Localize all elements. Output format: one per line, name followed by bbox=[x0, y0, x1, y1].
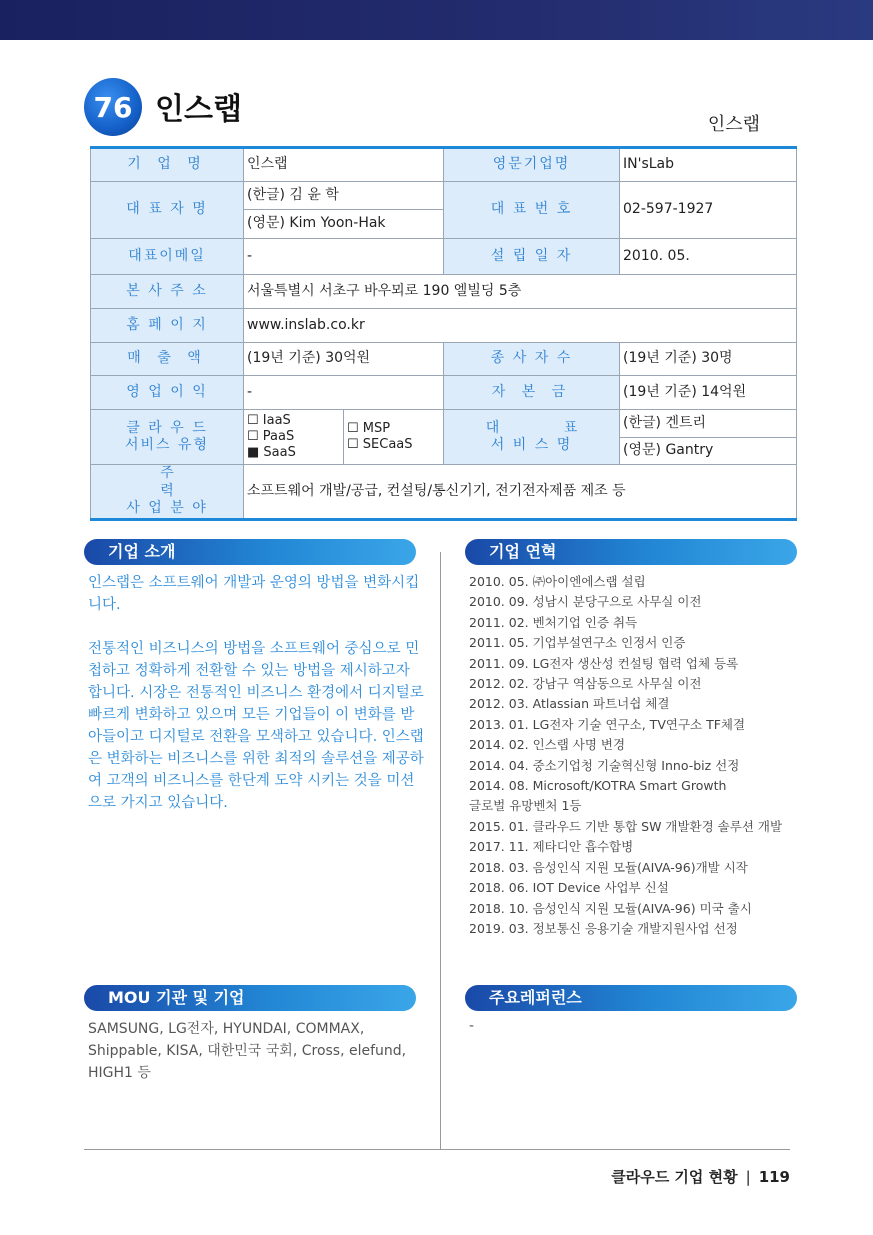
sales-label: 매 출 액 bbox=[91, 343, 244, 376]
checkbox-paas: ☐ PaaS bbox=[247, 429, 295, 444]
list-item: 2011. 05. 기업부설연구소 인정서 인증 bbox=[469, 635, 686, 651]
employees-label: 종 사 자 수 bbox=[444, 343, 620, 376]
list-item: 2014. 04. 중소기업청 기술혁신형 Inno-biz 선정 bbox=[469, 757, 740, 773]
column-divider bbox=[440, 552, 441, 1149]
capital-value: (19년 기준) 14억원 bbox=[620, 376, 797, 410]
list-item: 2014. 08. Microsoft/KOTRA Smart Growth bbox=[469, 778, 727, 794]
cloud-type-label bbox=[91, 410, 244, 465]
reference-section-header: 주요레퍼런스 bbox=[465, 985, 797, 1011]
founded-label: 설 립 일 자 bbox=[444, 239, 620, 275]
profit-label: 영 업 이 익 bbox=[91, 376, 244, 410]
mou-text: SAMSUNG, LG전자, HYUNDAI, COMMAX, Shippable, KISA, 대한민국 국회, Cross, elefund, HIGH1 등 bbox=[88, 1021, 407, 1081]
history-section-header: 기업 연혁 bbox=[465, 539, 797, 565]
list-item: 글로벌 유망벤처 1등 bbox=[469, 798, 582, 814]
email-label: 대표이메일 bbox=[91, 239, 244, 275]
employees-value: (19년 기준) 30명 bbox=[620, 343, 797, 376]
list-item: 2015. 01. 클라우드 기반 통합 SW 개발환경 솔루션 개발 bbox=[469, 818, 783, 834]
ceo-label: 대 표 자 명 bbox=[91, 182, 244, 239]
list-item: 2014. 02. 인스랩 사명 변경 bbox=[469, 737, 626, 753]
list-item: 2013. 01. LG전자 기술 연구소, TV연구소 TF체결 bbox=[469, 716, 746, 732]
cloud-types-col2 bbox=[344, 410, 444, 465]
table-row bbox=[91, 465, 797, 520]
homepage-label: 홈 페 이 지 bbox=[91, 309, 244, 343]
list-item: 2010. 05. ㈜아이엔에스랩 설립 bbox=[469, 574, 646, 589]
founded-value: 2010. 05. bbox=[620, 239, 797, 275]
table-row bbox=[91, 275, 797, 309]
ceo-kor-value: (한글) 김 윤 학 bbox=[244, 182, 444, 210]
intro-text bbox=[88, 572, 428, 836]
cloud-type-label-line1: 클 라 우 드 bbox=[126, 419, 208, 436]
list-item: 2018. 03. 음성인식 지원 모듈(AIVA-96)개발 시작 bbox=[469, 859, 748, 875]
business-label bbox=[91, 465, 244, 520]
list-item: 2012. 02. 강남구 역삼동으로 사무실 이전 bbox=[469, 676, 702, 692]
list-item: 2011. 02. 벤처기업 인증 취득 bbox=[469, 614, 638, 630]
address-value: 서울특별시 서초구 바우뫼로 190 엘빌딩 5층 bbox=[244, 275, 797, 309]
list-item: 2017. 11. 제타디안 흡수합병 bbox=[469, 839, 634, 855]
eng-name-value: IN'sLab bbox=[620, 148, 797, 182]
capital-label: 자 본 금 bbox=[444, 376, 620, 410]
intro-paragraph-1: 인스랩은 소프트웨어 개발과 운영의 방법을 변화시킵니다. bbox=[88, 575, 420, 613]
company-number-badge: 76 bbox=[84, 78, 142, 136]
cloud-types-col1 bbox=[244, 410, 344, 465]
service-label-line1: 대 표 bbox=[485, 419, 608, 436]
table-row bbox=[91, 182, 797, 210]
sales-value: (19년 기준) 30억원 bbox=[244, 343, 444, 376]
company-name-right: 인스랩 bbox=[707, 114, 760, 135]
company-name-value: 인스랩 bbox=[244, 148, 444, 182]
homepage-value: www.inslab.co.kr bbox=[244, 309, 797, 343]
service-name-label bbox=[444, 410, 620, 465]
footer-divider bbox=[84, 1149, 790, 1150]
profit-value: - bbox=[244, 376, 444, 410]
footer-section-title: 클라우드 기업 현황 bbox=[611, 1168, 738, 1186]
table-row bbox=[91, 148, 797, 182]
table-row bbox=[91, 343, 797, 376]
cloud-type-label-line2: 서비스 유형 bbox=[124, 437, 210, 453]
page-number: 119 bbox=[758, 1168, 790, 1186]
phone-value: 02-597-1927 bbox=[620, 182, 797, 239]
intro-paragraph-2: 전통적인 비즈니스의 방법을 소프트웨어 중심으로 민첩하고 정확하게 전환할 수 있는 방법을 제시하고자 합니다. 시장은 전통적인 비즈니스 환경에서 디지털로 빠르게 변화하고 있으며 모든 기업들이 이 변화를 받아들이고 디지털로 전환을 모색하고 있습니다. 인스랩은 변화하는 비즈니스를 위한 최적의 솔루션을 제공하여 고객의 비즈니스를 한단계 도약 시키는 것을 미션으로 가지고 있습니다. bbox=[88, 641, 424, 811]
list-item: 2019. 03. 정보통신 응용기술 개발지원사업 선정 bbox=[469, 920, 738, 936]
table-row bbox=[91, 376, 797, 410]
list-item: 2012. 03. Atlassian 파트너쉽 체결 bbox=[469, 696, 670, 712]
business-value: 소프트웨어 개발/공급, 컨설팅/통신기기, 전기전자제품 제조 등 bbox=[244, 465, 797, 520]
checkbox-saas: ■ SaaS bbox=[247, 445, 296, 460]
checkbox-iaas: ☐ IaaS bbox=[247, 413, 291, 428]
company-name-label: 기 업 명 bbox=[91, 148, 244, 182]
ceo-eng-value: (영문) Kim Yoon-Hak bbox=[244, 210, 444, 239]
intro-section-header: 기업 소개 bbox=[84, 539, 416, 565]
company-info-table bbox=[90, 146, 797, 521]
email-value: - bbox=[244, 239, 444, 275]
mou-section-header: MOU 기관 및 기업 bbox=[84, 985, 416, 1011]
eng-name-label: 영문기업명 bbox=[444, 148, 620, 182]
history-list bbox=[469, 572, 809, 939]
list-item: 2011. 09. LG전자 생산성 컨설팅 협력 업체 등록 bbox=[469, 655, 739, 671]
business-label-line1: 주 력 bbox=[160, 465, 204, 499]
table-row bbox=[91, 410, 797, 438]
footer-separator: | bbox=[745, 1168, 751, 1186]
top-banner bbox=[0, 0, 873, 40]
list-item: 2010. 09. 성남시 분당구으로 사무실 이전 bbox=[469, 594, 702, 610]
page-footer bbox=[611, 1166, 790, 1187]
checkbox-msp: ☐ MSP bbox=[347, 421, 391, 436]
service-kor-value: (한글) 겐트리 bbox=[620, 410, 797, 438]
service-eng-value: (영문) Gantry bbox=[620, 438, 797, 465]
address-label: 본 사 주 소 bbox=[91, 275, 244, 309]
service-label-line2: 서 비 스 명 bbox=[490, 437, 573, 453]
page-title: 인스랩 bbox=[155, 92, 242, 127]
list-item: 2018. 10. 음성인식 지원 모듈(AIVA-96) 미국 출시 bbox=[469, 900, 752, 916]
table-row bbox=[91, 239, 797, 275]
reference-text: - bbox=[469, 1018, 475, 1034]
table-row bbox=[91, 309, 797, 343]
checkbox-secaas: ☐ SECaaS bbox=[347, 437, 413, 452]
phone-label: 대 표 번 호 bbox=[444, 182, 620, 239]
list-item: 2018. 06. IOT Device 사업부 신설 bbox=[469, 880, 669, 896]
business-label-line2: 사 업 분 야 bbox=[126, 500, 208, 516]
